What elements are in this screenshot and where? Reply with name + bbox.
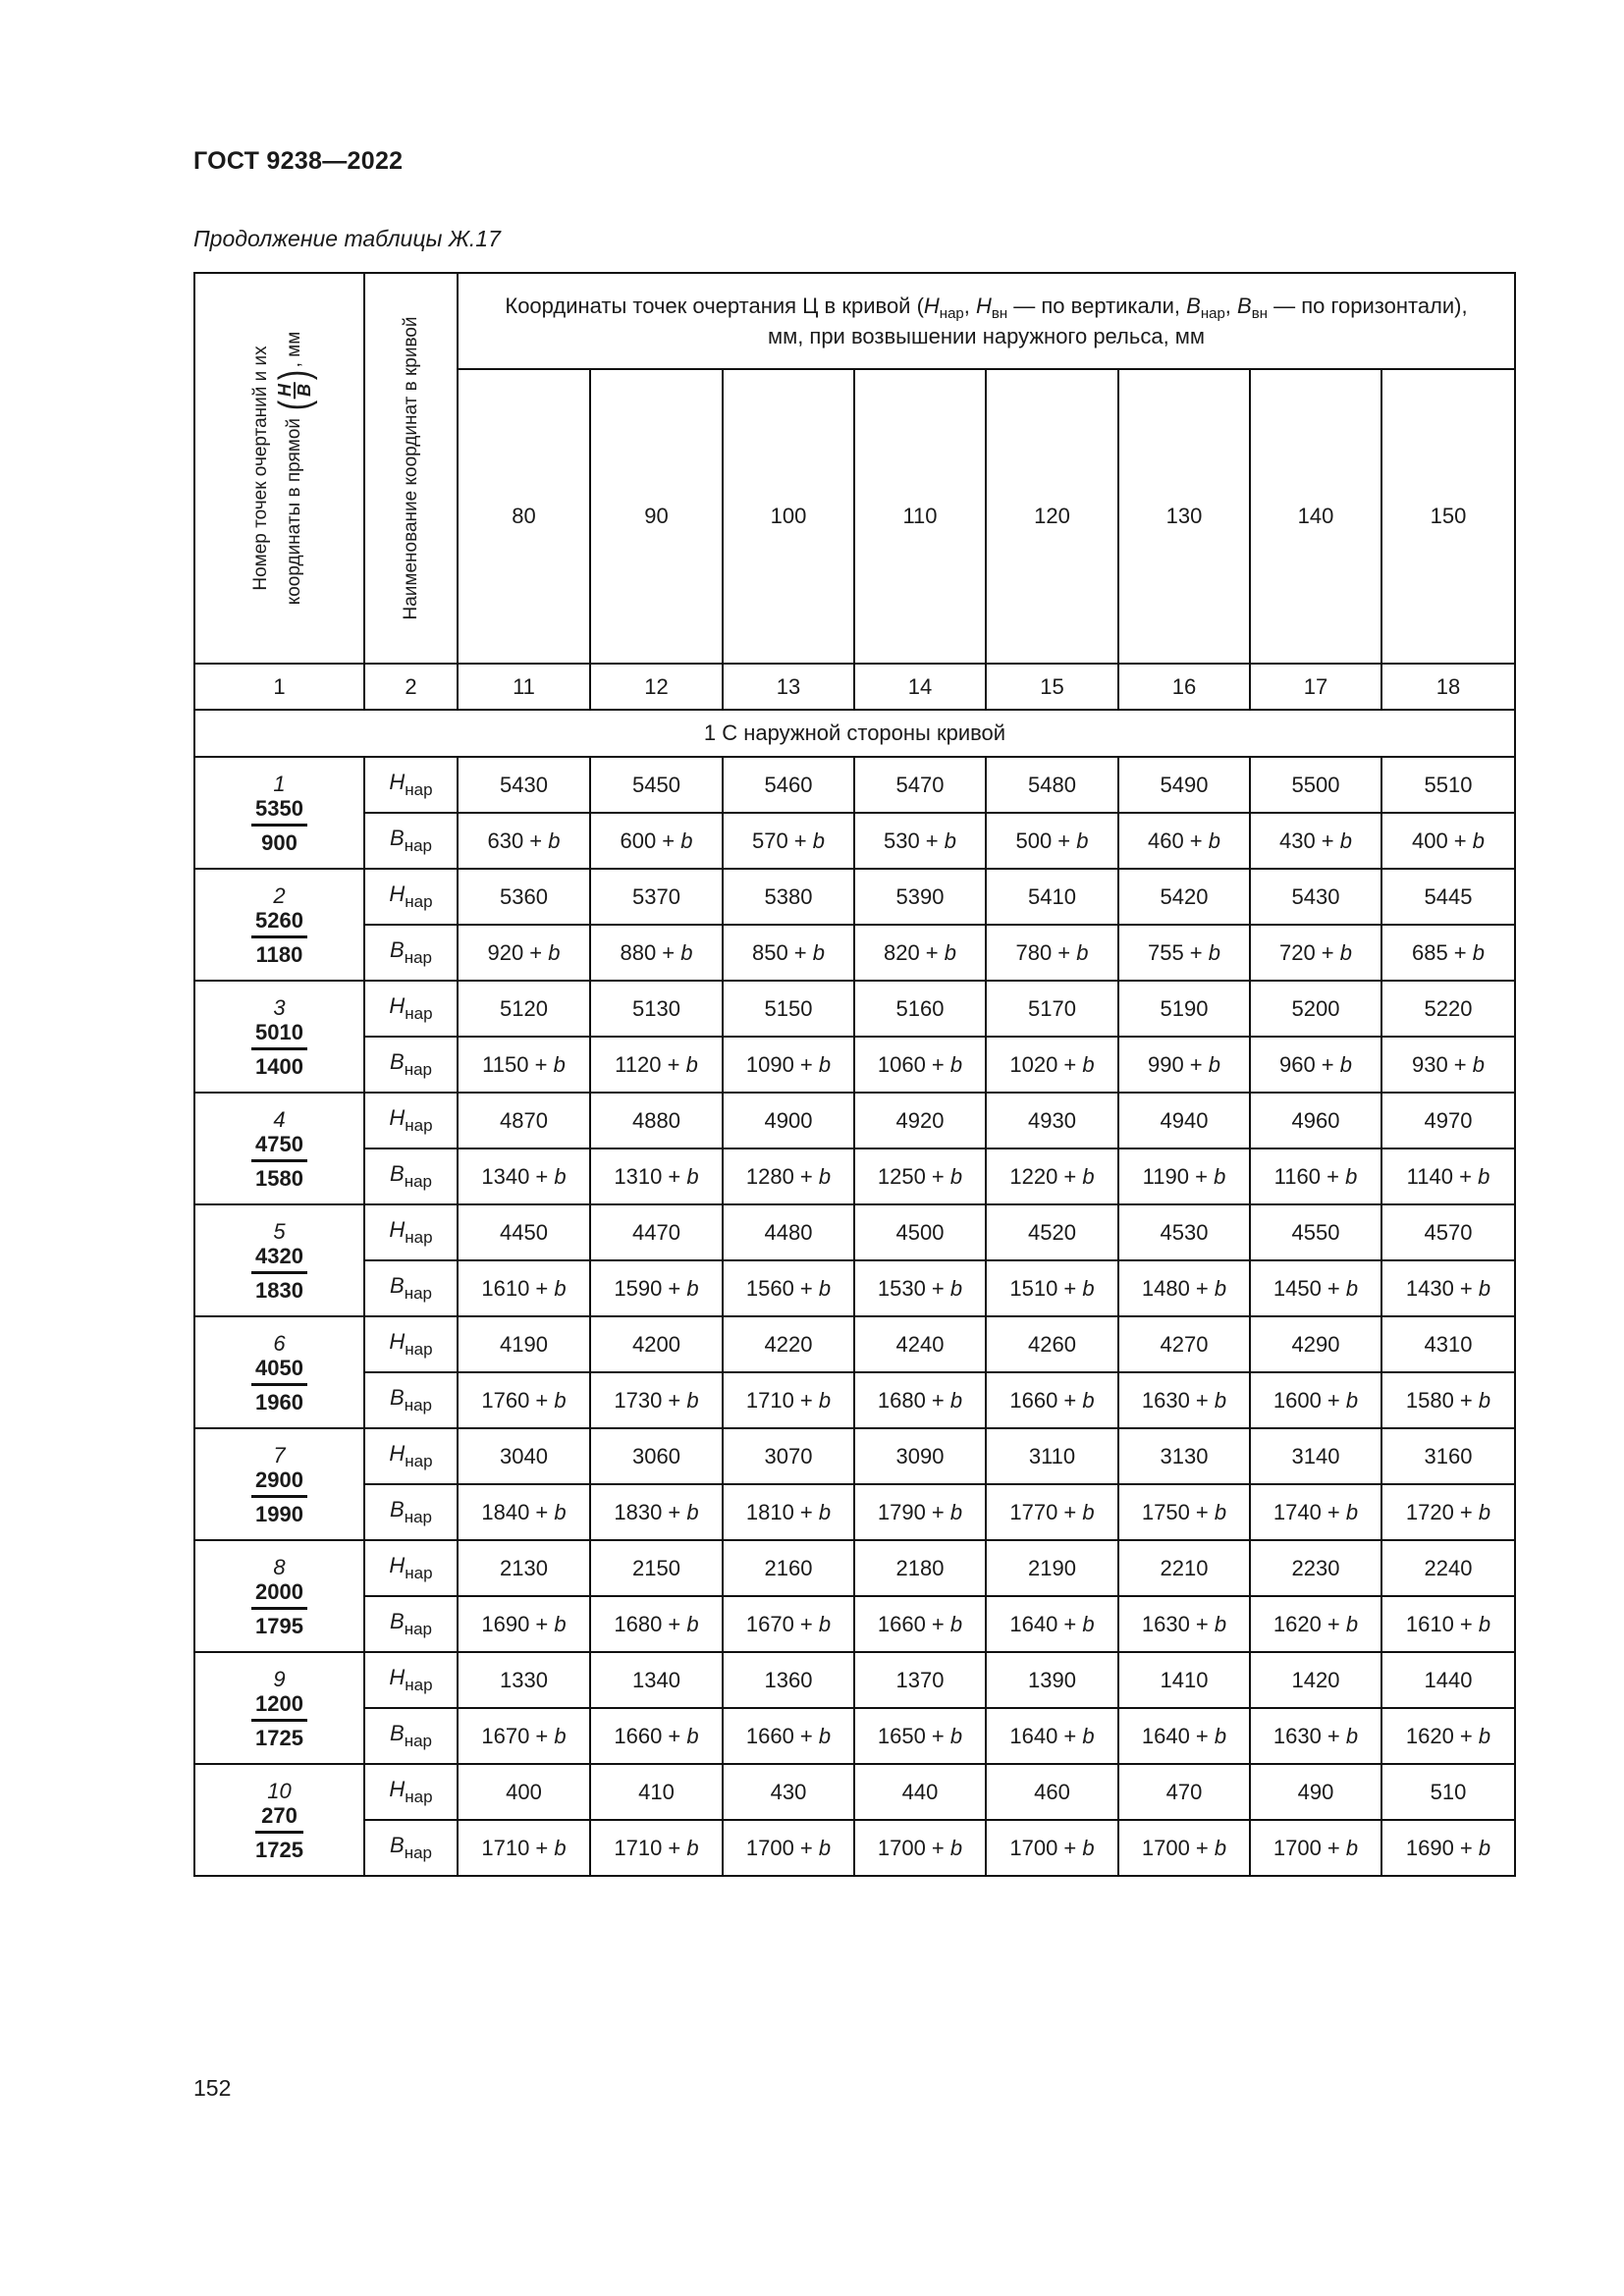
value-cell-h: 4270 bbox=[1118, 1316, 1250, 1372]
value-cell-h: 3110 bbox=[986, 1428, 1118, 1484]
value-cell-h: 2130 bbox=[458, 1540, 590, 1596]
value-cell-h: 3090 bbox=[854, 1428, 986, 1484]
point-cell bbox=[194, 869, 364, 981]
value-cell-b: 1630 + b bbox=[1118, 1596, 1250, 1652]
column-number: 15 bbox=[986, 664, 1118, 710]
point-index: 1 bbox=[273, 771, 286, 796]
point-index: 9 bbox=[273, 1666, 286, 1691]
value-cell-h: 1370 bbox=[854, 1652, 986, 1708]
elevation-header: 140 bbox=[1250, 369, 1381, 664]
value-cell-h: 4530 bbox=[1118, 1204, 1250, 1260]
point-straight-coords: $\frac{2000}{1795}$ bbox=[251, 1579, 307, 1638]
value-cell-h: 3070 bbox=[723, 1428, 854, 1484]
column-number: 13 bbox=[723, 664, 854, 710]
point-index: 10 bbox=[267, 1778, 292, 1803]
table-row bbox=[194, 1540, 1515, 1596]
value-cell-h: 4870 bbox=[458, 1093, 590, 1148]
value-cell-h: 5130 bbox=[590, 981, 723, 1037]
elevation-header: 80 bbox=[458, 369, 590, 664]
value-cell-b: 850 + b bbox=[723, 925, 854, 981]
value-cell-h: 4200 bbox=[590, 1316, 723, 1372]
elevation-header: 110 bbox=[854, 369, 986, 664]
point-straight-coords: $\frac{5010}{1400}$ bbox=[251, 1020, 307, 1079]
value-cell-b: 1660 + b bbox=[723, 1708, 854, 1764]
value-cell-b: 570 + b bbox=[723, 813, 854, 869]
value-cell-b: 1760 + b bbox=[458, 1372, 590, 1428]
value-cell-h: 410 bbox=[590, 1764, 723, 1820]
value-cell-h: 490 bbox=[1250, 1764, 1381, 1820]
value-cell-b: 1700 + b bbox=[854, 1820, 986, 1876]
coord-name-b: $B_{нар}$ bbox=[364, 1372, 458, 1428]
value-cell-h: 5220 bbox=[1381, 981, 1515, 1037]
value-cell-b: 1250 + b bbox=[854, 1148, 986, 1204]
value-cell-h: 4260 bbox=[986, 1316, 1118, 1372]
value-cell-b: 1660 + b bbox=[854, 1596, 986, 1652]
value-cell-b: 1590 + b bbox=[590, 1260, 723, 1316]
elevation-header: 150 bbox=[1381, 369, 1515, 664]
value-cell-b: 720 + b bbox=[1250, 925, 1381, 981]
value-cell-b: 500 + b bbox=[986, 813, 1118, 869]
table-row bbox=[194, 1260, 1515, 1316]
value-cell-h: 3160 bbox=[1381, 1428, 1515, 1484]
table-row bbox=[194, 1428, 1515, 1484]
table-row bbox=[194, 1596, 1515, 1652]
table-row bbox=[194, 1708, 1515, 1764]
value-cell-h: 4900 bbox=[723, 1093, 854, 1148]
elevation-header: 130 bbox=[1118, 369, 1250, 664]
value-cell-b: 880 + b bbox=[590, 925, 723, 981]
value-cell-h: 4940 bbox=[1118, 1093, 1250, 1148]
value-cell-h: 2240 bbox=[1381, 1540, 1515, 1596]
value-cell-h: 5150 bbox=[723, 981, 854, 1037]
value-cell-h: 2230 bbox=[1250, 1540, 1381, 1596]
value-cell-h: 460 bbox=[986, 1764, 1118, 1820]
value-cell-h: 1410 bbox=[1118, 1652, 1250, 1708]
coord-name-h: $H_{нар}$ bbox=[364, 869, 458, 925]
value-cell-b: 1610 + b bbox=[458, 1260, 590, 1316]
table-row bbox=[194, 1037, 1515, 1093]
point-straight-coords: $\frac{4750}{1580}$ bbox=[251, 1132, 307, 1191]
coord-name-b: $B_{нар}$ bbox=[364, 925, 458, 981]
value-cell-h: 1330 bbox=[458, 1652, 590, 1708]
value-cell-h: 4290 bbox=[1250, 1316, 1381, 1372]
value-cell-b: 1700 + b bbox=[986, 1820, 1118, 1876]
value-cell-h: 2160 bbox=[723, 1540, 854, 1596]
value-cell-b: 1790 + b bbox=[854, 1484, 986, 1540]
document-header: ГОСТ 9238—2022 bbox=[193, 147, 404, 175]
value-cell-b: 1700 + b bbox=[1250, 1820, 1381, 1876]
value-cell-b: 1690 + b bbox=[1381, 1820, 1515, 1876]
point-index: 6 bbox=[273, 1330, 286, 1356]
value-cell-h: 4310 bbox=[1381, 1316, 1515, 1372]
coord-name-b: $B_{нар}$ bbox=[364, 1596, 458, 1652]
value-cell-h: 5430 bbox=[458, 757, 590, 813]
value-cell-h: 3140 bbox=[1250, 1428, 1381, 1484]
value-cell-h: 4450 bbox=[458, 1204, 590, 1260]
value-cell-b: 755 + b bbox=[1118, 925, 1250, 981]
point-cell bbox=[194, 1093, 364, 1204]
table-row bbox=[194, 813, 1515, 869]
value-cell-b: 820 + b bbox=[854, 925, 986, 981]
value-cell-b: 1160 + b bbox=[1250, 1148, 1381, 1204]
value-cell-b: 1560 + b bbox=[723, 1260, 854, 1316]
point-straight-coords: $\frac{270}{1725}$ bbox=[255, 1802, 303, 1862]
value-cell-h: 4550 bbox=[1250, 1204, 1381, 1260]
table-row bbox=[194, 1372, 1515, 1428]
value-cell-h: 5490 bbox=[1118, 757, 1250, 813]
value-cell-b: 1600 + b bbox=[1250, 1372, 1381, 1428]
value-cell-h: 5450 bbox=[590, 757, 723, 813]
column-number: 2 bbox=[364, 664, 458, 710]
value-cell-b: 1640 + b bbox=[986, 1596, 1118, 1652]
column-number: 16 bbox=[1118, 664, 1250, 710]
value-cell-b: 1700 + b bbox=[1118, 1820, 1250, 1876]
value-cell-h: 4220 bbox=[723, 1316, 854, 1372]
value-cell-h: 5410 bbox=[986, 869, 1118, 925]
value-cell-h: 2180 bbox=[854, 1540, 986, 1596]
value-cell-h: 430 bbox=[723, 1764, 854, 1820]
value-cell-b: 400 + b bbox=[1381, 813, 1515, 869]
coord-name-h: $H_{нар}$ bbox=[364, 1764, 458, 1820]
value-cell-b: 600 + b bbox=[590, 813, 723, 869]
value-cell-h: 1420 bbox=[1250, 1652, 1381, 1708]
value-cell-b: 990 + b bbox=[1118, 1037, 1250, 1093]
column-number: 11 bbox=[458, 664, 590, 710]
value-cell-b: 1060 + b bbox=[854, 1037, 986, 1093]
table-row bbox=[194, 925, 1515, 981]
header-group bbox=[458, 273, 1515, 369]
value-cell-h: 3130 bbox=[1118, 1428, 1250, 1484]
value-cell-h: 1360 bbox=[723, 1652, 854, 1708]
value-cell-b: 920 + b bbox=[458, 925, 590, 981]
value-cell-b: 1770 + b bbox=[986, 1484, 1118, 1540]
value-cell-b: 1840 + b bbox=[458, 1484, 590, 1540]
value-cell-h: 5500 bbox=[1250, 757, 1381, 813]
point-index: 4 bbox=[273, 1106, 286, 1132]
page-number: 152 bbox=[193, 2075, 232, 2101]
value-cell-h: 5510 bbox=[1381, 757, 1515, 813]
value-cell-b: 1430 + b bbox=[1381, 1260, 1515, 1316]
coord-name-b: $B_{нар}$ bbox=[364, 813, 458, 869]
value-cell-b: 1120 + b bbox=[590, 1037, 723, 1093]
value-cell-b: 1220 + b bbox=[986, 1148, 1118, 1204]
table-row bbox=[194, 1316, 1515, 1372]
value-cell-b: 930 + b bbox=[1381, 1037, 1515, 1093]
value-cell-b: 1730 + b bbox=[590, 1372, 723, 1428]
value-cell-b: 1450 + b bbox=[1250, 1260, 1381, 1316]
value-cell-h: 400 bbox=[458, 1764, 590, 1820]
value-cell-b: 1680 + b bbox=[590, 1596, 723, 1652]
point-cell bbox=[194, 1316, 364, 1428]
point-cell bbox=[194, 1540, 364, 1652]
column-number: 12 bbox=[590, 664, 723, 710]
value-cell-h: 4470 bbox=[590, 1204, 723, 1260]
value-cell-h: 470 bbox=[1118, 1764, 1250, 1820]
point-cell bbox=[194, 1204, 364, 1316]
value-cell-h: 4500 bbox=[854, 1204, 986, 1260]
value-cell-b: 1580 + b bbox=[1381, 1372, 1515, 1428]
value-cell-b: 1510 + b bbox=[986, 1260, 1118, 1316]
coord-name-h: $H_{нар}$ bbox=[364, 1316, 458, 1372]
group-header-line1: Координаты точек очертания Ц в кривой ($H_{нар}$, $H_{вн}$ — по вертикали, $B_{нар}$, $B_{вн}$ — по горизонтали), bbox=[505, 294, 1468, 322]
value-cell-h: 5480 bbox=[986, 757, 1118, 813]
header-coord-name: Наименование координат в кривой bbox=[364, 273, 458, 664]
table-row bbox=[194, 981, 1515, 1037]
value-cell-b: 1710 + b bbox=[723, 1372, 854, 1428]
value-cell-b: 1620 + b bbox=[1381, 1708, 1515, 1764]
value-cell-h: 4480 bbox=[723, 1204, 854, 1260]
point-straight-coords: $\frac{4050}{1960}$ bbox=[251, 1356, 307, 1415]
value-cell-b: 1680 + b bbox=[854, 1372, 986, 1428]
point-straight-coords: $\frac{1200}{1725}$ bbox=[251, 1691, 307, 1750]
column-number: 14 bbox=[854, 664, 986, 710]
value-cell-h: 5380 bbox=[723, 869, 854, 925]
coord-name-h: $H_{нар}$ bbox=[364, 1652, 458, 1708]
value-cell-b: 1660 + b bbox=[590, 1708, 723, 1764]
group-header-line2: мм, при возвышении наружного рельса, мм bbox=[767, 324, 1206, 348]
section-title: 1 С наружной стороны кривой bbox=[194, 710, 1515, 757]
value-cell-h: 5360 bbox=[458, 869, 590, 925]
value-cell-b: 1710 + b bbox=[590, 1820, 723, 1876]
value-cell-h: 5370 bbox=[590, 869, 723, 925]
value-cell-h: 5200 bbox=[1250, 981, 1381, 1037]
column-number: 18 bbox=[1381, 664, 1515, 710]
point-index: 3 bbox=[273, 994, 286, 1020]
value-cell-h: 3040 bbox=[458, 1428, 590, 1484]
value-cell-h: 2190 bbox=[986, 1540, 1118, 1596]
column-number: 1 bbox=[194, 664, 364, 710]
value-cell-b: 1630 + b bbox=[1118, 1372, 1250, 1428]
value-cell-b: 1670 + b bbox=[458, 1708, 590, 1764]
point-straight-coords: $\frac{5350}{900}$ bbox=[251, 796, 307, 855]
point-straight-coords: $\frac{4320}{1830}$ bbox=[251, 1244, 307, 1303]
elevation-header: 100 bbox=[723, 369, 854, 664]
value-cell-b: 1190 + b bbox=[1118, 1148, 1250, 1204]
point-index: 2 bbox=[273, 882, 286, 908]
value-cell-b: 1340 + b bbox=[458, 1148, 590, 1204]
value-cell-b: 1310 + b bbox=[590, 1148, 723, 1204]
value-cell-h: 440 bbox=[854, 1764, 986, 1820]
value-cell-b: 530 + b bbox=[854, 813, 986, 869]
table-row bbox=[194, 869, 1515, 925]
coord-name-b: $B_{нар}$ bbox=[364, 1148, 458, 1204]
point-index: 7 bbox=[273, 1442, 286, 1468]
table-row bbox=[194, 1652, 1515, 1708]
value-cell-h: 1390 bbox=[986, 1652, 1118, 1708]
point-cell bbox=[194, 981, 364, 1093]
value-cell-b: 960 + b bbox=[1250, 1037, 1381, 1093]
elevation-header: 120 bbox=[986, 369, 1118, 664]
coord-name-h: $H_{нар}$ bbox=[364, 1204, 458, 1260]
point-cell bbox=[194, 1428, 364, 1540]
value-cell-h: 2210 bbox=[1118, 1540, 1250, 1596]
table-row bbox=[194, 1820, 1515, 1876]
value-cell-h: 4930 bbox=[986, 1093, 1118, 1148]
value-cell-h: 5470 bbox=[854, 757, 986, 813]
coord-name-b: $B_{нар}$ bbox=[364, 1708, 458, 1764]
coord-name-b: $B_{нар}$ bbox=[364, 1484, 458, 1540]
value-cell-b: 1280 + b bbox=[723, 1148, 854, 1204]
hb-fraction: ( H B ) bbox=[269, 369, 318, 411]
table-caption: Продолжение таблицы Ж.17 bbox=[193, 226, 501, 251]
value-cell-b: 1150 + b bbox=[458, 1037, 590, 1093]
point-cell bbox=[194, 757, 364, 869]
value-cell-b: 1530 + b bbox=[854, 1260, 986, 1316]
elevation-header: 90 bbox=[590, 369, 723, 664]
value-cell-h: 5445 bbox=[1381, 869, 1515, 925]
point-straight-coords: $\frac{2900}{1990}$ bbox=[251, 1468, 307, 1526]
value-cell-h: 1440 bbox=[1381, 1652, 1515, 1708]
value-cell-h: 5190 bbox=[1118, 981, 1250, 1037]
value-cell-b: 1830 + b bbox=[590, 1484, 723, 1540]
value-cell-b: 1640 + b bbox=[1118, 1708, 1250, 1764]
value-cell-h: 5160 bbox=[854, 981, 986, 1037]
coord-name-h: $H_{нар}$ bbox=[364, 1540, 458, 1596]
value-cell-b: 1140 + b bbox=[1381, 1148, 1515, 1204]
value-cell-b: 1750 + b bbox=[1118, 1484, 1250, 1540]
value-cell-b: 1650 + b bbox=[854, 1708, 986, 1764]
coord-name-h: $H_{нар}$ bbox=[364, 1428, 458, 1484]
coord-name-b: $B_{нар}$ bbox=[364, 1820, 458, 1876]
value-cell-h: 5430 bbox=[1250, 869, 1381, 925]
value-cell-h: 4240 bbox=[854, 1316, 986, 1372]
coord-name-h: $H_{нар}$ bbox=[364, 1093, 458, 1148]
value-cell-b: 1710 + b bbox=[458, 1820, 590, 1876]
value-cell-h: 4960 bbox=[1250, 1093, 1381, 1148]
point-straight-coords: $\frac{5260}{1180}$ bbox=[251, 908, 307, 967]
value-cell-h: 1340 bbox=[590, 1652, 723, 1708]
value-cell-b: 1620 + b bbox=[1250, 1596, 1381, 1652]
value-cell-b: 1630 + b bbox=[1250, 1708, 1381, 1764]
table-row bbox=[194, 1093, 1515, 1148]
value-cell-b: 1640 + b bbox=[986, 1708, 1118, 1764]
point-cell bbox=[194, 1764, 364, 1876]
value-cell-b: 1610 + b bbox=[1381, 1596, 1515, 1652]
value-cell-b: 430 + b bbox=[1250, 813, 1381, 869]
value-cell-b: 1670 + b bbox=[723, 1596, 854, 1652]
coord-name-b: $B_{нар}$ bbox=[364, 1037, 458, 1093]
table-row bbox=[194, 757, 1515, 813]
table-row bbox=[194, 1204, 1515, 1260]
value-cell-b: 1690 + b bbox=[458, 1596, 590, 1652]
value-cell-h: 4970 bbox=[1381, 1093, 1515, 1148]
coordinates-table bbox=[193, 272, 1516, 1877]
coord-name-b: $B_{нар}$ bbox=[364, 1260, 458, 1316]
value-cell-b: 1480 + b bbox=[1118, 1260, 1250, 1316]
value-cell-b: 1020 + b bbox=[986, 1037, 1118, 1093]
point-index: 5 bbox=[273, 1218, 286, 1244]
value-cell-h: 2150 bbox=[590, 1540, 723, 1596]
point-cell bbox=[194, 1652, 364, 1764]
point-index: 8 bbox=[273, 1554, 286, 1579]
value-cell-b: 780 + b bbox=[986, 925, 1118, 981]
value-cell-h: 4520 bbox=[986, 1204, 1118, 1260]
column-number: 17 bbox=[1250, 664, 1381, 710]
coord-name-h: $H_{нар}$ bbox=[364, 981, 458, 1037]
value-cell-b: 1720 + b bbox=[1381, 1484, 1515, 1540]
coord-name-h: $H_{нар}$ bbox=[364, 757, 458, 813]
table-row bbox=[194, 1484, 1515, 1540]
header-point-line1: Номер точек очертаний и их bbox=[249, 346, 271, 591]
table-row bbox=[194, 1764, 1515, 1820]
value-cell-b: 1700 + b bbox=[723, 1820, 854, 1876]
value-cell-b: 1090 + b bbox=[723, 1037, 854, 1093]
header-point-number bbox=[194, 273, 364, 664]
value-cell-b: 630 + b bbox=[458, 813, 590, 869]
value-cell-h: 3060 bbox=[590, 1428, 723, 1484]
value-cell-h: 4920 bbox=[854, 1093, 986, 1148]
value-cell-b: 1810 + b bbox=[723, 1484, 854, 1540]
header-point-line2: координаты в прямой ( H B ) , мм bbox=[269, 331, 318, 606]
value-cell-h: 5460 bbox=[723, 757, 854, 813]
value-cell-b: 1660 + b bbox=[986, 1372, 1118, 1428]
value-cell-h: 5120 bbox=[458, 981, 590, 1037]
table-row bbox=[194, 1148, 1515, 1204]
value-cell-h: 4880 bbox=[590, 1093, 723, 1148]
value-cell-h: 5420 bbox=[1118, 869, 1250, 925]
value-cell-h: 5170 bbox=[986, 981, 1118, 1037]
value-cell-h: 510 bbox=[1381, 1764, 1515, 1820]
value-cell-h: 5390 bbox=[854, 869, 986, 925]
value-cell-h: 4570 bbox=[1381, 1204, 1515, 1260]
value-cell-b: 1740 + b bbox=[1250, 1484, 1381, 1540]
value-cell-b: 685 + b bbox=[1381, 925, 1515, 981]
value-cell-h: 4190 bbox=[458, 1316, 590, 1372]
value-cell-b: 460 + b bbox=[1118, 813, 1250, 869]
